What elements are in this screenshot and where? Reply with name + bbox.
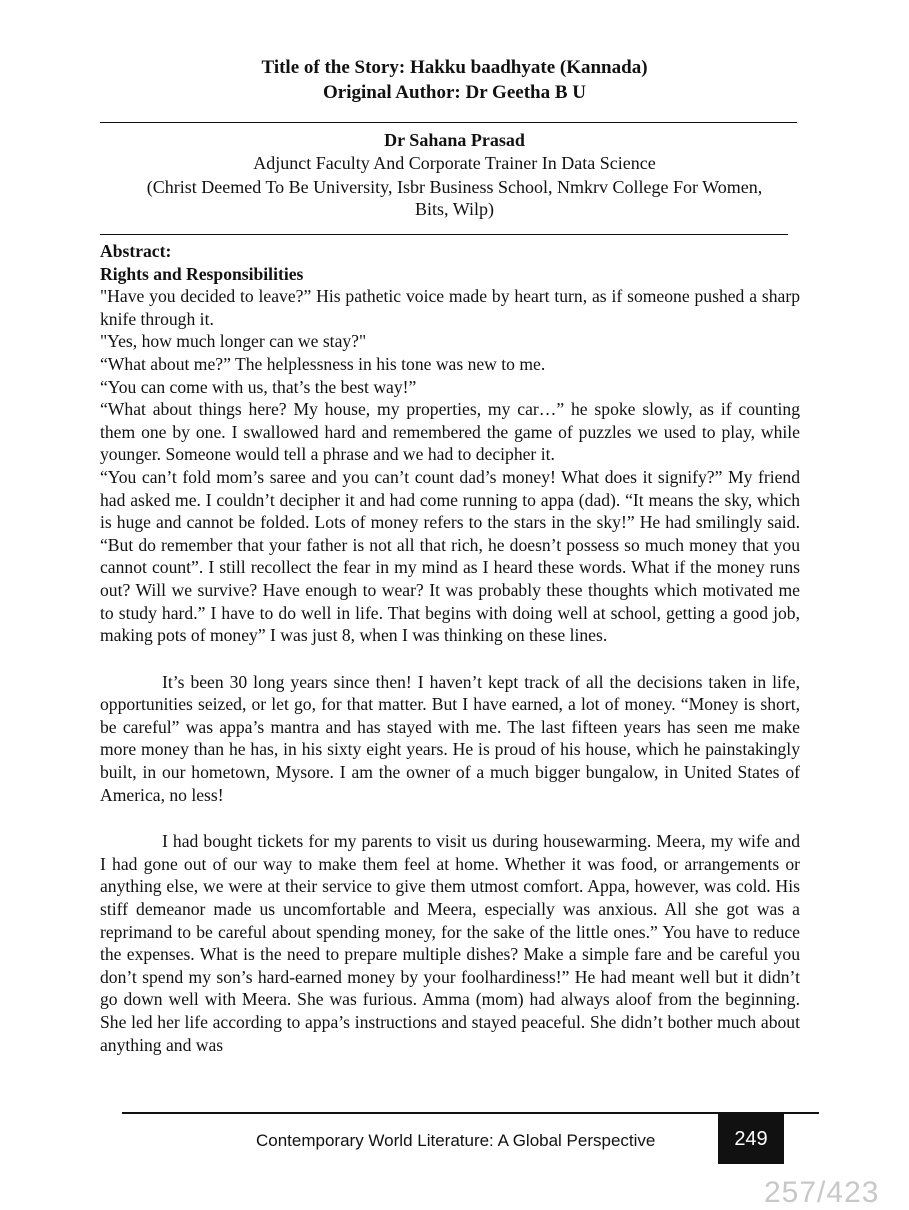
footer-book-title: Contemporary World Literature: A Global Perspective <box>256 1131 656 1150</box>
article-body <box>100 240 800 1056</box>
paragraph: It’s been 30 long years since then! I haven’t kept track of all the decisions taken in life, opportunities seized, or let go, for that matter. But I have earned, a lot of money. “Money is short, be careful” was appa’s mantra and has stayed with me. The last fifteen years has seen me make more money than he has, in his sixty eight years. He is proud of his house, which he painstakingly built, in our hometown, Mysore. I am the owner of a much bigger bungalow, in United States of America, no less! <box>100 671 800 805</box>
divider-top <box>100 122 797 123</box>
abstract-line: “You can come with us, that’s the best way!” <box>100 376 417 397</box>
author-position: Adjunct Faculty And Corporate Trainer In Data Science <box>253 153 656 173</box>
footer-rule <box>122 1112 819 1114</box>
page-counter: 257/423 <box>764 1176 880 1209</box>
abstract-line: “What about me?” The helplessness in his tone was new to me. <box>100 353 546 374</box>
story-title: Title of the Story: Hakku baadhyate (Kannada) <box>261 57 648 78</box>
author-name: Dr Sahana Prasad <box>384 130 525 150</box>
original-author: Original Author: Dr Geetha B U <box>322 82 586 103</box>
abstract-subheading: Rights and Responsibilities <box>100 263 304 284</box>
divider-bottom <box>100 234 788 235</box>
abstract-line: “You can’t fold mom’s saree and you can’t count dad’s money! What does it signify?” My friend had asked me. I couldn’t decipher it and had come running to appa (dad). “It means the sky, which is huge and cannot be folded. Lots of money refers to the stars in the sky!” He had smilingly said. “But do remember that your father is not all that rich, he doesn’t possess so much money that you cannot count”. I still recollect the fear in my mind as I heard these words. What if the money runs out? Will we survive? Have enough to wear? It was probably these thoughts which motivated me to study hard.” I have to do well in life. That begins with doing well at school, getting a good job, making pots of money” I was just 8, when I was thinking on these lines. <box>100 466 800 646</box>
abstract-line: "Have you decided to leave?” His pathetic voice made by heart turn, as if someone pushed a sharp knife through it. <box>100 286 800 329</box>
abstract-line: “What about things here? My house, my properties, my car…” he spoke slowly, as if counting them one by one. I swallowed hard and remembered the game of puzzles we used to play, while younger. Someone would tell a phrase and we had to decipher it. <box>100 399 800 465</box>
abstract-heading: Abstract: <box>100 241 172 261</box>
author-affiliation-1: (Christ Deemed To Be University, Isbr Business School, Nmkrv College For Women, <box>146 177 763 197</box>
paragraph: I had bought tickets for my parents to visit us during housewarming. Meera, my wife and I had gone out of our way to make them feel at home. Whether it was food, or arrangements or anything else, we were at their service to give them utmost comfort. Appa, however, was cold. His stiff demeanor made us uncomfortable and Meera, especially was anxious. All she got was a reprimand to be careful about spending money, for the sake of the little ones.” You have to reduce the expenses. What is the need to prepare multiple dishes? Make a simple fare and be careful you don’t spend my son’s hard-earned money by your foolhardiness!” He had meant well but it didn’t go down well with Meera. She was furious. Amma (mom) had always aloof from the beginning. She led her life according to appa’s instructions and stayed peaceful. She didn’t bother much about anything and was <box>100 831 800 1055</box>
author-affiliation-2: Bits, Wilp) <box>415 199 494 219</box>
page-number: 249 <box>718 1114 784 1164</box>
abstract-line: "Yes, how much longer can we stay?" <box>100 331 367 352</box>
